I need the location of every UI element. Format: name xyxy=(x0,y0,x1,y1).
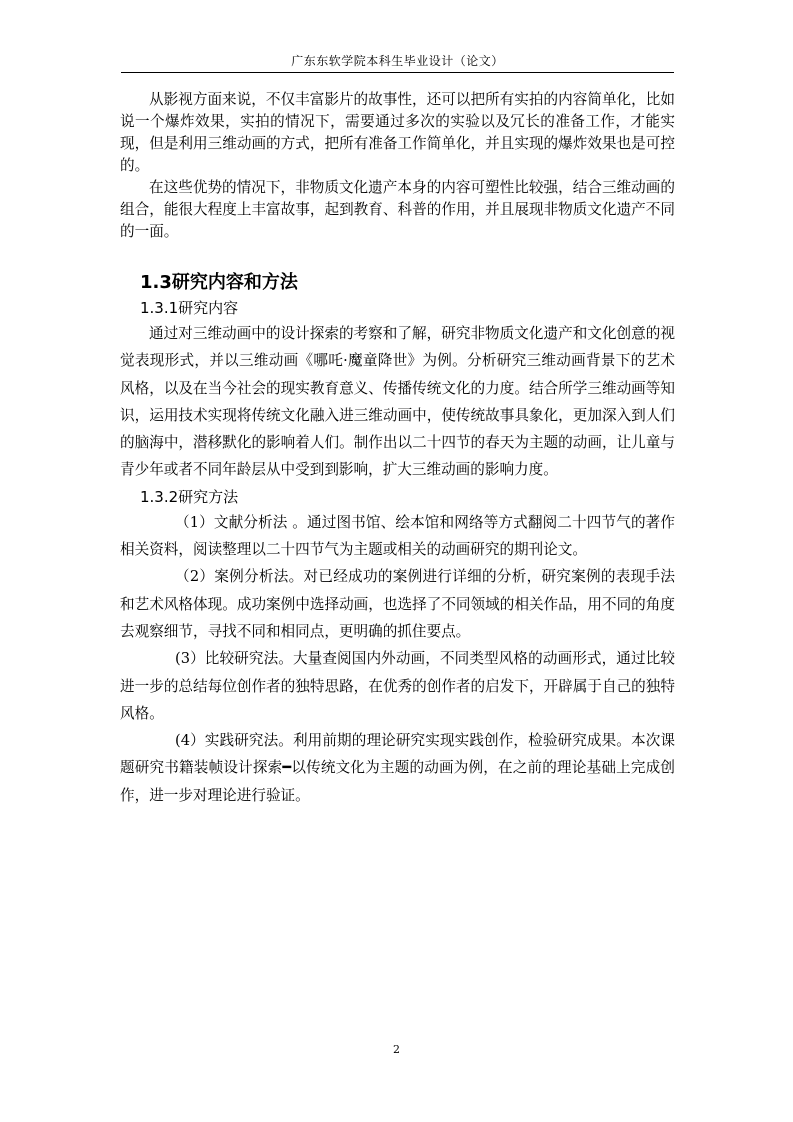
subsection-heading-1-3-1: 1.3.1研究内容 xyxy=(140,299,239,317)
method-item-1: （1）文献分析法 。通过图书馆、绘本馆和网络等方式翻阅二十四节气的著作相关资料，阅读整理以二十四节气为主题或相关的动画研究的期刊论文。 xyxy=(120,513,675,559)
intro-paragraph-1: 从影视方面来说，不仅丰富影片的故事性，还可以把所有实拍的内容简单化，比如说一个爆炸效果，实拍的情况下，需要通过多次的实验以及冗长的准备工作，才能实现，但是利用三维动画的方式，把所有准备工作简单化，并且实现的爆炸效果也是可控的。 xyxy=(120,91,675,174)
method-item-4: (4）实践研究法。利用前期的理论研究实现实践创作，检验研究成果。本次课题研究书籍装帧设计探索━以传统文化为主题的动画为例，在之前的理论基础上完成创作，进一步对理论进行验证。 xyxy=(120,732,675,804)
intro-paragraph-2: 在这些优势的情况下，非物质文化遗产本身的内容可塑性比较强，结合三维动画的组合，能很大程度上丰富故事，起到教育、科普的作用，并且展现非物质文化遗产不同的一面。 xyxy=(120,179,675,240)
page-number: 2 xyxy=(393,1043,400,1056)
subsection-heading-1-3-2: 1.3.2研究方法 xyxy=(140,487,239,506)
research-content-paragraph: 通过对三维动画中的设计探索的考察和了解，研究非物质文化遗产和文化创意的视觉表现形式，并以三维动画《哪吒·魔童降世》为例。分析研究三维动画背景下的艺术风格，以及在当今社会的现实教育意义、传播传统文化的力度。结合所学三维动画等知识，运用技术实现将传统文化融入进三维动画中，使传统故事具象化，更加深入到人们的脑海中，潜移默化的影响着人们。制作出以二十四节的春天为主题的动画，让儿童与青少年或者不同年龄层从中受到到影响，扩大三维动画的影响力度。 xyxy=(120,325,675,479)
header-rule xyxy=(121,72,674,73)
method-item-2: （2）案例分析法。对已经成功的案例进行详细的分析，研究案例的表现手法和艺术风格体现。成功案例中选择动画，也选择了不同领域的相关作品，用不同的角度去观察细节，寻找不同和相同点，更明确的抓住要点。 xyxy=(120,568,675,640)
page-content xyxy=(120,89,675,809)
method-item-3: (3）比较研究法。大量查阅国内外动画，不同类型风格的动画形式，通过比较进一步的总结每位创作者的独特思路，在优秀的创作者的启发下，开辟属于自己的独特风格。 xyxy=(120,650,675,722)
page-header: 广东东软学院本科生毕业设计（论文） xyxy=(291,54,504,68)
section-heading-1-3: 1.3研究内容和方法 xyxy=(140,272,298,293)
